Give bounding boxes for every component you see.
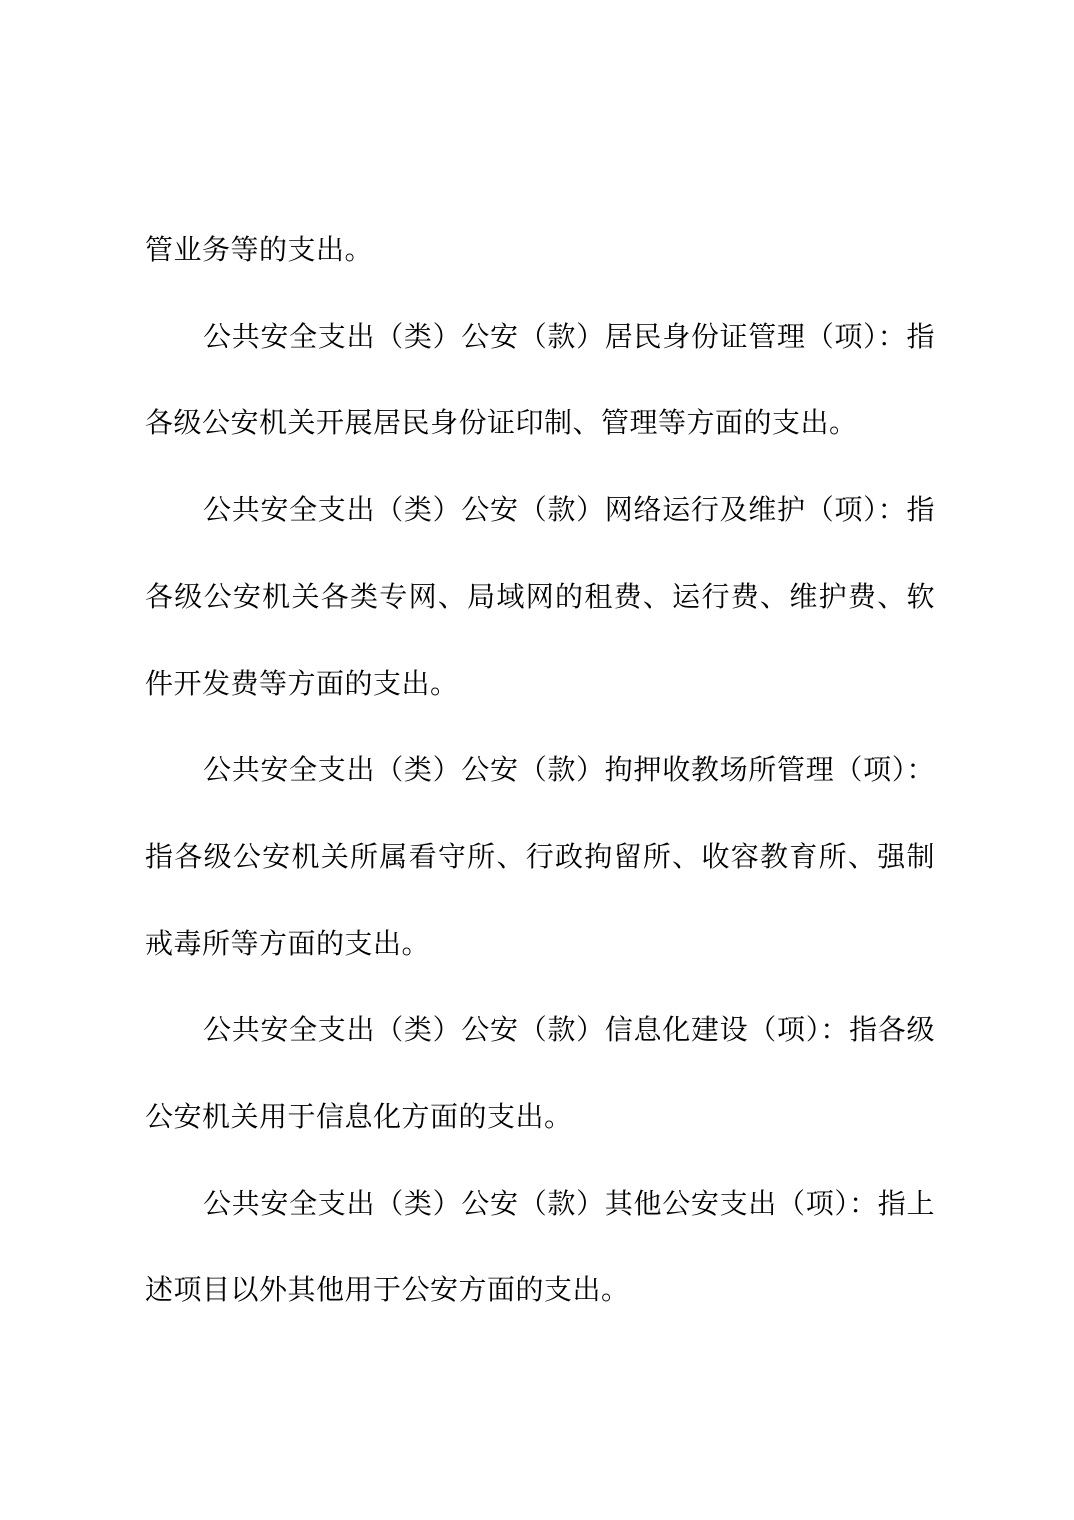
paragraph-informatization: 公共安全支出（类）公安（款）信息化建设（项）：指各级公安机关用于信息化方面的支出。 xyxy=(145,1013,935,1134)
paragraph-detention-facilities: 公共安全支出（类）公安（款）拘押收教场所管理（项）：指各级公安机关所属看守所、行政拘留所、收容教育所、强制戒毒所等方面的支出。 xyxy=(145,753,935,960)
paragraph-id-card-management: 公共安全支出（类）公安（款）居民身份证管理（项）：指各级公安机关开展居民身份证印制、管理等方面的支出。 xyxy=(145,319,935,440)
document-body xyxy=(145,207,935,1334)
paragraph-continuation: 管业务等的支出。 xyxy=(145,233,374,266)
paragraph-other-public-security: 公共安全支出（类）公安（款）其他公安支出（项）：指上述项目以外其他用于公安方面的支出。 xyxy=(145,1186,935,1307)
paragraph-network-operation: 公共安全支出（类）公安（款）网络运行及维护（项）：指各级公安机关各类专网、局域网的租费、运行费、维护费、软件开发费等方面的支出。 xyxy=(145,493,935,700)
